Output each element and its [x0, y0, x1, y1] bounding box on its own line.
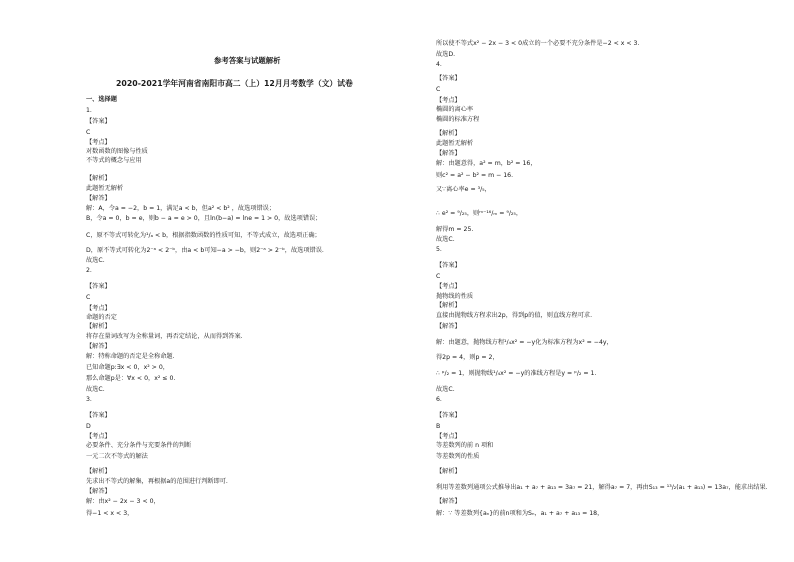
left-column-line: 【考点】 — [86, 139, 111, 146]
right-column-line: 解得m = 25. — [436, 226, 474, 233]
left-column-line: 【解答】 — [86, 343, 111, 350]
right-column-line: 故选D. — [436, 51, 456, 58]
left-column-line: 【解析】 — [86, 468, 111, 475]
right-column-line: 【答案】 — [436, 412, 461, 419]
left-column-line: 【考点】 — [86, 305, 111, 312]
right-column-line: 又∵离心率e = ³/₅， — [436, 186, 491, 193]
left-column-line: 此题暂无解析 — [86, 185, 124, 192]
left-column-line: 【解析】 — [86, 175, 111, 182]
left-column-line: 【解答】 — [86, 488, 111, 495]
right-column-line: 【解答】 — [436, 323, 461, 330]
right-column-line: B — [436, 423, 441, 430]
left-column-line: 解：特称命题的否定是全称命题. — [86, 353, 175, 360]
left-column-line: 一、选择题 — [86, 96, 117, 103]
right-column-line: 故选C. — [436, 386, 455, 393]
right-column-line: 【解答】 — [436, 498, 461, 505]
left-column-line: 2020-2021学年河南省南阳市高二（上）12月月考数学（文）试卷 — [116, 79, 353, 88]
right-column-line: 利用等差数列通项公式推导出a₁ + a₇ + a₁₃ = 3a₇ = 21，解得a₇ = 7，再由S₁₃ = ¹³/₂(a₁ + a₁₃) = 13a₇，能求出结果. — [436, 484, 768, 491]
right-column-line: 【答案】 — [436, 262, 461, 269]
right-column-line: C — [436, 86, 441, 93]
left-column-line: 对数函数的图像与性质 — [86, 148, 148, 155]
left-column-line: 不等式的概念与应用 — [86, 157, 142, 164]
right-column-line: 等差数列的前 n 项和 — [436, 442, 494, 449]
left-column-line: C — [86, 129, 91, 136]
right-column-line: 椭圆的标准方程 — [436, 116, 480, 123]
left-column-line: 2. — [86, 267, 92, 274]
right-column-line: C — [436, 273, 441, 280]
left-column-line: 【考点】 — [86, 433, 111, 440]
right-column-line: 【解析】 — [436, 130, 461, 137]
left-column-line: 已知命题p:∃x < 0，x² > 0， — [86, 364, 169, 371]
left-column-line: 先求出不等式的解集，再根据a的范围进行判断即可. — [86, 478, 228, 485]
right-column-line: 6. — [436, 396, 442, 403]
right-column-line: ∴ e² = ⁹/₂₅，则ᵐ⁻¹⁶/ₘ = ⁹/₂₅， — [436, 210, 523, 217]
left-column-line: 得−1 < x < 3， — [86, 510, 134, 517]
right-column-line: 椭圆的离心率 — [436, 106, 474, 113]
right-column-line: 直接由抛物线方程求出2p，得到p的值，则直线方程可求. — [436, 312, 593, 319]
left-column-line: 参考答案与试题解析 — [214, 56, 281, 65]
right-column-line: 得2p = 4，则p = 2， — [436, 354, 499, 361]
right-column-line: 5. — [436, 246, 442, 253]
left-column-line: 【解答】 — [86, 195, 111, 202]
left-column-line: 3. — [86, 396, 92, 403]
left-column-line: 【答案】 — [86, 412, 111, 419]
right-column-line: 所以使不等式x² − 2x − 3 < 0成立的一个必要不充分条件是−2 < x < 3. — [436, 40, 640, 47]
left-column-line: B，令a = 0，b = e，则b − a = e > 0，且ln(b−a) = lne = 1 > 0，故选项错误； — [86, 215, 322, 222]
left-column-line: 故选C. — [86, 386, 105, 393]
right-column-line: 【解析】 — [436, 302, 461, 309]
right-column-line: 【解答】 — [436, 150, 461, 157]
left-column-line: 命题的否定 — [86, 314, 117, 321]
left-column-line: 解：由x² − 2x − 3 < 0， — [86, 498, 160, 505]
right-column-line: 抛物线的性质 — [436, 293, 474, 300]
left-column-line: 【答案】 — [86, 283, 111, 290]
right-column-line: 则c² = a² − b² = m − 16. — [436, 172, 514, 179]
right-column-line: 【考点】 — [436, 283, 461, 290]
right-column-line: 解：∵ 等差数列{aₙ}的前n项和为Sₙ，a₁ + a₇ + a₁₃ = 18， — [436, 510, 604, 517]
left-column-line: 将存在量词改写为全称量词，再否定结论，从而得到答案. — [86, 333, 243, 340]
left-column-line: 必要条件、充分条件与充要条件的判断 — [86, 442, 192, 449]
right-column-line: 等差数列的性质 — [436, 453, 480, 460]
right-column-line: 【答案】 — [436, 75, 461, 82]
right-column-line: 解：由题意得，a² = m，b² = 16， — [436, 160, 537, 167]
left-column-line: 解：A，令a = −2，b = 1，满足a < b，但a² < b² ，故选项错误； — [86, 205, 276, 212]
right-column-line: 故选C. — [436, 236, 455, 243]
left-column-line: 那么命题p是：∀x < 0，x² ≤ 0. — [86, 375, 176, 382]
left-column-line: 故选C. — [86, 257, 105, 264]
right-column-line: 【解析】 — [436, 468, 461, 475]
left-column-line: 【答案】 — [86, 118, 111, 125]
left-column-line: C — [86, 294, 91, 301]
left-column-line: 【解析】 — [86, 323, 111, 330]
left-column-line: 1. — [86, 107, 92, 114]
right-column-line: 【考点】 — [436, 97, 461, 104]
right-column-line: 解：由题意，抛物线方程¹/₄x² = −y化为标准方程为x² = −4y， — [436, 339, 613, 346]
left-column-line: C，原不等式可转化为¹/ₐ < b，根据指数函数的性质可知，不等式成立，故选项正确； — [86, 232, 321, 239]
left-column-line: 一元二次不等式的解法 — [86, 453, 148, 460]
left-column-line: D，原不等式可转化为2⁻ᵃ < 2⁻ᵇ，由a < b可知−a > −b，则2⁻ᵃ > 2⁻ᵇ，故选项错误. — [86, 247, 324, 254]
right-column-line: ∴ ᵖ/₂ = 1，则抛物线¹/₄x² = −y的准线方程是y = ᵖ/₂ = 1. — [436, 370, 597, 377]
left-column-line: D — [86, 423, 91, 430]
right-column-line: 【考点】 — [436, 433, 461, 440]
right-column-line: 4. — [436, 61, 442, 68]
right-column-line: 此题暂无解析 — [436, 140, 474, 147]
